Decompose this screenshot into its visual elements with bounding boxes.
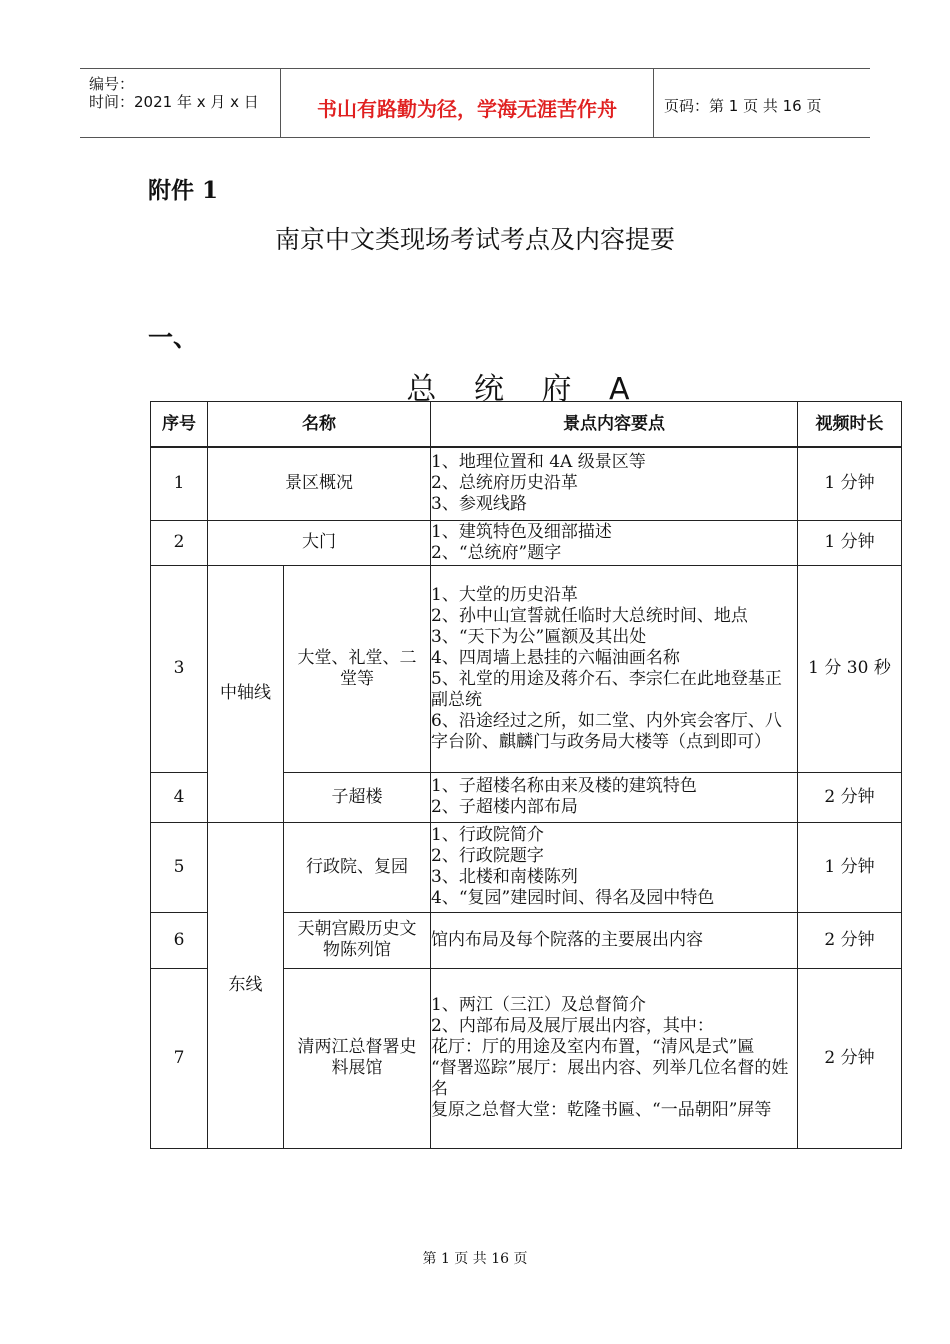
row-points [431,912,798,968]
point-line: 6、沿途经过之所，如二堂、内外宾会客厅、八字台阶、麒麟门与政务局大楼等（点到即可） [431,710,782,752]
point-line: 3、参观线路 [431,494,527,515]
point-line: 1、地理位置和 4A 级景区等 [431,452,646,473]
header-motto: 书山有路勤为径，学海无涯苦作舟 [317,97,617,121]
point-line: 2、行政院题字 [431,846,544,866]
attachment-label: 附件 1 [148,177,219,204]
row-no: 1 [151,447,208,520]
attractions-table [150,401,902,1149]
point-line: “督署巡踪”展厅：展出内容、列举几位名督的姓名 [431,1058,789,1099]
header-points: 景点内容要点 [431,402,798,448]
row-name: 子超楼 [284,772,431,822]
row-points [431,772,798,822]
point-line: 1、两江（三江）及总督简介 [431,995,646,1015]
row-name: 景区概况 [208,447,431,520]
point-line: 4、四周墙上悬挂的六幅油画名称 [431,647,680,668]
row-no: 5 [151,822,208,912]
point-line: 1、子超楼名称由来及楼的建筑特色 [431,776,697,796]
row-no: 7 [151,968,208,1148]
table-row [151,565,902,772]
header-page-info: 页码：第 1 页 共 16 页 [664,97,822,115]
point-line: 2、“总统府”题字 [431,542,562,563]
row-points [431,520,798,565]
header-no: 序号 [151,402,208,448]
row-name: 天朝宫殿历史文物陈列馆 [284,912,431,968]
document-number-label: 编号： [89,75,135,93]
point-line: 5、礼堂的用途及蒋介石、李宗仁在此地登基正副总统 [431,668,782,710]
row-no: 3 [151,565,208,772]
table-row [151,447,902,520]
row-duration: 1 分 30 秒 [798,565,902,772]
row-duration: 2 分钟 [798,772,902,822]
row-duration: 2 分钟 [798,968,902,1148]
header-info-cell [80,69,281,137]
point-line: 1、行政院简介 [431,825,544,845]
table-title: 总 统 府 A [406,372,644,407]
row-no: 2 [151,520,208,565]
point-line: 2、孙中山宣誓就任临时大总统时间、地点 [431,605,748,626]
row-duration: 1 分钟 [798,447,902,520]
point-line: 2、总统府历史沿革 [431,473,578,494]
row-name: 清两江总督署史料展馆 [284,968,431,1148]
table-row [151,822,902,912]
row-points [431,565,798,772]
header-duration: 视频时长 [798,402,902,448]
row-name: 行政院、复园 [284,822,431,912]
point-line: 花厅：厅的用途及室内布置，“清风是式”匾 [431,1037,755,1057]
point-line: 3、“天下为公”匾额及其出处 [431,626,647,647]
point-line: 馆内布局及每个院落的主要展出内容 [431,929,703,950]
section-number: 一、 [148,323,199,352]
row-points [431,447,798,520]
point-line: 2、子超楼内部布局 [431,797,578,817]
point-line: 2、内部布局及展厅展出内容，其中： [431,1016,714,1036]
point-line: 1、大堂的历史沿革 [431,584,578,605]
document-title: 南京中文类现场考试考点及内容提要 [274,225,675,254]
page-footer: 第 1 页 共 16 页 [422,1251,528,1267]
table-row [151,520,902,565]
point-line: 复原之总督大堂：乾隆书匾、“一品朝阳”屏等 [431,1100,772,1120]
row-duration: 2 分钟 [798,912,902,968]
page-header [80,68,870,138]
row-group-east-line: 东线 [208,822,284,1148]
header-page-cell [654,69,870,137]
row-group-central-axis: 中轴线 [208,565,284,822]
row-points [431,822,798,912]
header-name: 名称 [208,402,431,448]
point-line: 1、建筑特色及细部描述 [431,521,612,542]
row-duration: 1 分钟 [798,822,902,912]
row-duration: 1 分钟 [798,520,902,565]
point-line: 3、北楼和南楼陈列 [431,867,578,887]
row-name: 大门 [208,520,431,565]
header-motto-cell [281,69,654,137]
row-name: 大堂、礼堂、二堂等 [284,565,431,772]
document-time-label: 时间：2021 年 x 月 x 日 [89,93,259,111]
row-no: 6 [151,912,208,968]
row-points [431,968,798,1148]
point-line: 4、“复园”建园时间、得名及园中特色 [431,888,715,908]
table-header-row [151,402,902,448]
row-no: 4 [151,772,208,822]
